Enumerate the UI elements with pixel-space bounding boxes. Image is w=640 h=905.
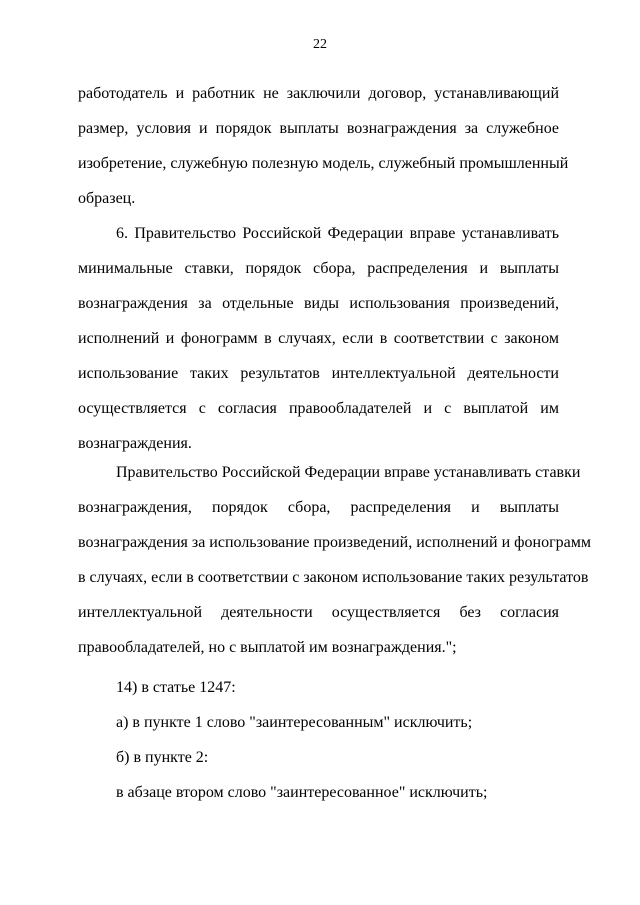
text-line: изобретение, служебную полезную модель, служебный промышленный bbox=[78, 155, 569, 172]
text-line: в случаях, если в соответствии с законом использование таких результатов bbox=[78, 569, 589, 586]
text-line: правообладателей, но с выплатой им вознаграждения."; bbox=[78, 639, 457, 656]
text-line: осуществляется с согласия правообладателей и с выплатой им bbox=[78, 400, 559, 417]
paragraph-employer-agreement bbox=[78, 76, 569, 216]
text-line: а) в пункте 1 слово "заинтересованным" исключить; bbox=[116, 714, 473, 731]
text-line: интеллектуальной деятельности осуществляется без согласия bbox=[78, 604, 559, 621]
paragraph-article-1247 bbox=[78, 670, 559, 705]
text-line: б) в пункте 2: bbox=[116, 749, 209, 766]
text-line: вознаграждения. bbox=[78, 435, 192, 452]
text-line: образец. bbox=[78, 190, 136, 207]
page-number: 22 bbox=[313, 37, 327, 52]
text-line: в абзаце втором слово "заинтересованное" исключить; bbox=[116, 784, 488, 801]
text-line: вознаграждения, порядок сбора, распределения и выплаты bbox=[78, 499, 559, 516]
text-line: 6. Правительство Российской Федерации вправе устанавливать bbox=[116, 225, 559, 242]
paragraph-item-a bbox=[78, 705, 559, 740]
text-line: вознаграждения за использование произведений, исполнений и фонограмм bbox=[78, 534, 591, 551]
text-line: исполнений и фонограмм в случаях, если в соответствии с законом bbox=[78, 330, 559, 347]
paragraph-government-minimal-rates bbox=[78, 216, 559, 461]
paragraph-item-b bbox=[78, 740, 559, 775]
text-line: Правительство Российской Федерации вправе устанавливать ставки bbox=[116, 464, 581, 481]
paragraph-government-rates bbox=[78, 455, 591, 665]
text-line: использование таких результатов интеллектуальной деятельности bbox=[78, 365, 559, 382]
paragraph-second-subparagraph bbox=[78, 775, 559, 810]
text-line: размер, условия и порядок выплаты вознаграждения за служебное bbox=[78, 120, 559, 137]
text-line: работодатель и работник не заключили договор, устанавливающий bbox=[78, 85, 559, 102]
text-line: 14) в статье 1247: bbox=[116, 679, 236, 696]
text-line: минимальные ставки, порядок сбора, распределения и выплаты bbox=[78, 260, 559, 277]
text-line: вознаграждения за отдельные виды использования произведений, bbox=[78, 295, 559, 312]
